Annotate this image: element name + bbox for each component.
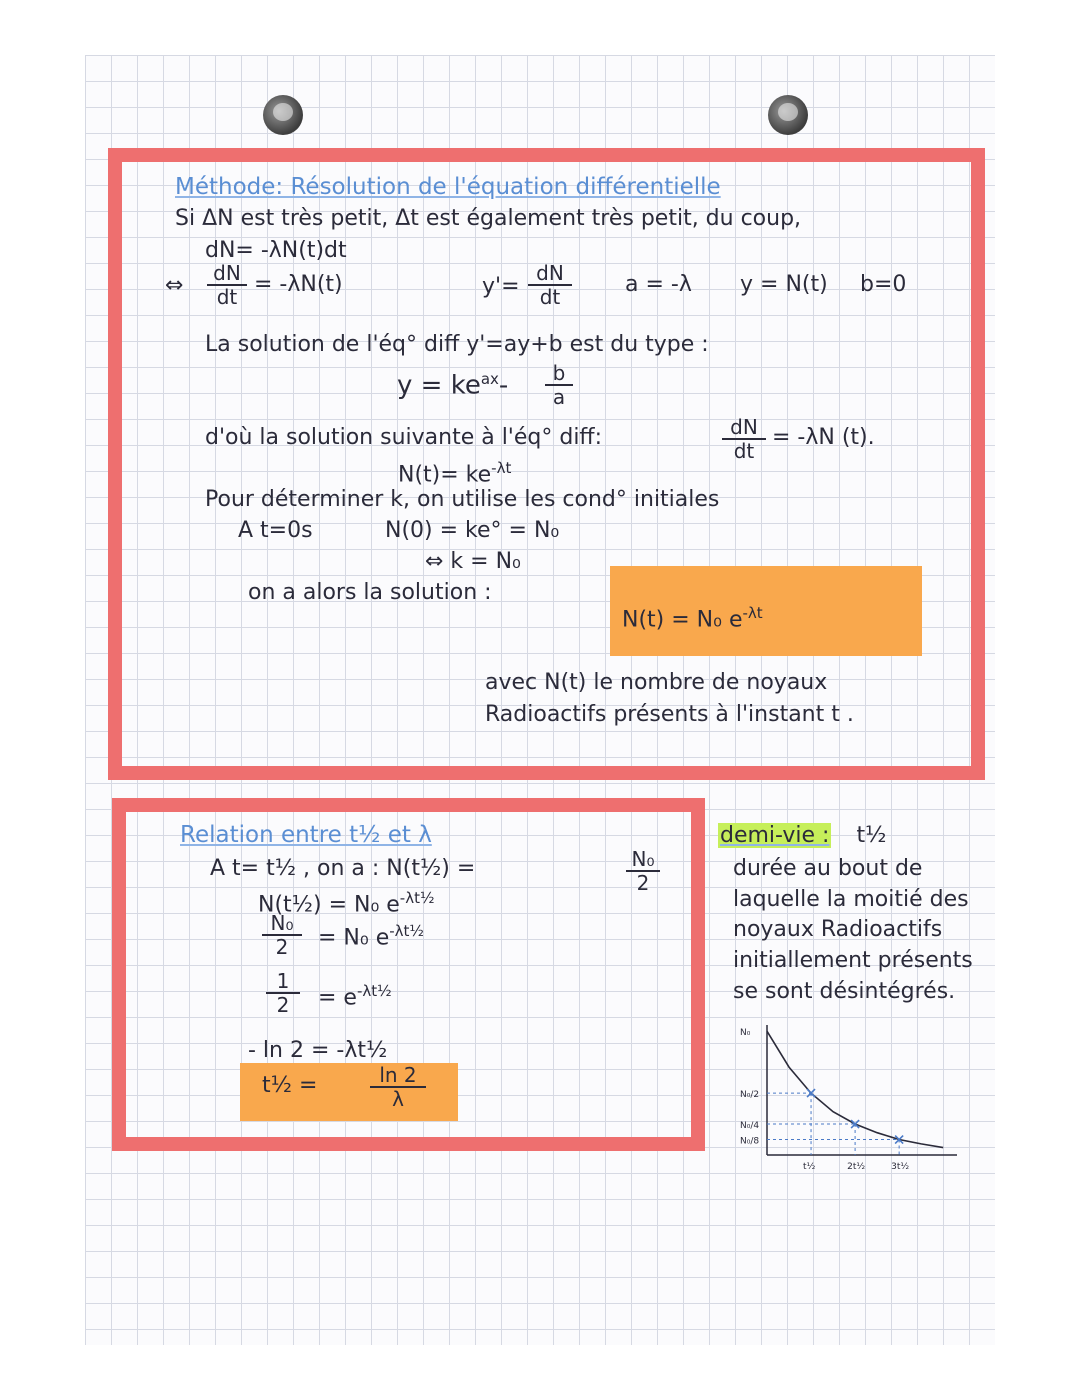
frac-den: λ (392, 1087, 404, 1111)
y-eq: y = N(t) (740, 272, 828, 297)
solution-type: La solution de l'éq° diff y'=ay+b est du type : (205, 332, 709, 357)
frac-den: 2 (636, 871, 650, 895)
x-tick-label: 3t½ (891, 1162, 910, 1172)
punch-hole-left (263, 95, 303, 135)
frac-num: N₀ (626, 848, 660, 872)
frac-ln2-lambda (370, 1064, 426, 1110)
frac-num: dN (528, 262, 572, 286)
k-eq: ⇔ k = N₀ (425, 549, 521, 574)
frac-n0-2-b (262, 912, 302, 958)
nt-formula (398, 455, 511, 488)
demi-def-line-1: durée au bout de (733, 856, 923, 881)
dou-text: d'où la solution suivante à l'éq° diff: (205, 425, 602, 450)
half-eq-2-text: = N₀ e (318, 925, 390, 951)
frac-1-2 (266, 970, 300, 1016)
demi-def-line-2: laquelle la moitié des (733, 887, 969, 912)
a-eq: a = -λ (625, 272, 692, 297)
avec-line-2: Radioactifs présents à l'instant t . (485, 702, 854, 727)
exp-3: -λt½ (356, 982, 392, 1000)
frac-num: 1 (266, 970, 300, 994)
punch-hole-right (768, 95, 808, 135)
frac-num: N₀ (262, 912, 302, 936)
b-eq: b=0 (860, 272, 907, 297)
nt-text: N(t)= ke (398, 462, 492, 488)
y-formula-text: y = ke (397, 370, 481, 401)
n0-eq: N(0) = ke° = N₀ (385, 518, 560, 543)
rhs-lambda: = -λN (t). (772, 425, 875, 450)
x-tick-label: t½ (803, 1162, 816, 1172)
frac-num: dN (722, 416, 766, 440)
boxed-exponent: -λt (742, 604, 763, 622)
y-tick-label: N₀ (740, 1028, 751, 1039)
y-tick-label: N₀/4 (740, 1121, 760, 1132)
frac-y-prime (528, 262, 572, 308)
y-prime: y'= (482, 274, 520, 299)
nt-exponent: -λt (491, 459, 512, 477)
demi-def-line-3: noyaux Radioactifs (733, 917, 943, 942)
y-tick-label: N₀/2 (740, 1090, 760, 1101)
frac-den: dt (216, 285, 238, 309)
y-exponent: ax (480, 370, 499, 388)
t-half-label: t½ = (262, 1073, 318, 1098)
frac-den: a (552, 385, 566, 409)
frac-dn-dt (207, 262, 247, 308)
frac-num: b (545, 362, 573, 386)
equiv-symbol: ⇔ (165, 273, 184, 298)
frac-b-a (545, 362, 573, 408)
pour-text: Pour déterminer k, on utilise les cond° initiales (205, 487, 720, 512)
demi-vie-title (718, 823, 886, 849)
ln-eq: - ln 2 = -λt½ (248, 1038, 388, 1063)
demi-t: t½ (856, 823, 887, 848)
x-tick-label: 2t½ (847, 1162, 866, 1172)
frac-n0-2 (626, 848, 660, 894)
eq-3 (318, 978, 392, 1011)
minus-sign: - (498, 370, 509, 401)
half-exp-1: -λt½ (399, 889, 435, 907)
boxed-solution (622, 600, 763, 633)
frac-num: ln 2 (370, 1064, 426, 1088)
half-exp-2: -λt½ (389, 922, 424, 940)
frac-den: dt (733, 439, 755, 463)
demi-label: demi-vie : (720, 823, 830, 848)
eq-3-text: = e (318, 985, 357, 1011)
frac-den: dt (539, 285, 561, 309)
demi-def-line-5: se sont désintégrés. (733, 979, 956, 1004)
demi-def-line-4: initiallement présents (733, 948, 973, 973)
on-a-text: on a alors la solution : (248, 580, 492, 605)
decay-chart (735, 1015, 960, 1180)
half-eq-1-text: N(t½) = N₀ e (258, 892, 400, 918)
at-zero: A t=0s (238, 518, 313, 543)
half-eq-2 (318, 918, 424, 951)
y-tick-label: N₀/8 (740, 1136, 760, 1147)
frac-dn-dt-2 (722, 416, 766, 462)
at-half: A t= t½ , on a : N(t½) = (210, 856, 476, 881)
avec-line-1: avec N(t) le nombre de noyaux (485, 670, 828, 695)
y-formula (397, 366, 508, 399)
eq-dn: dN= -λN(t)dt (205, 238, 347, 263)
frac-den: 2 (276, 993, 290, 1017)
eq-rhs: = -λN(t) (254, 272, 343, 297)
line-si: Si ΔN est très petit, Δt est également très petit, du coup, (175, 206, 802, 231)
method-title: Méthode: Résolution de l'équation différentielle (175, 174, 721, 200)
frac-num: dN (207, 262, 247, 286)
boxed-text: N(t) = N₀ e (622, 607, 743, 633)
relation-title: Relation entre t½ et λ (180, 822, 432, 848)
frac-den: 2 (275, 935, 289, 959)
